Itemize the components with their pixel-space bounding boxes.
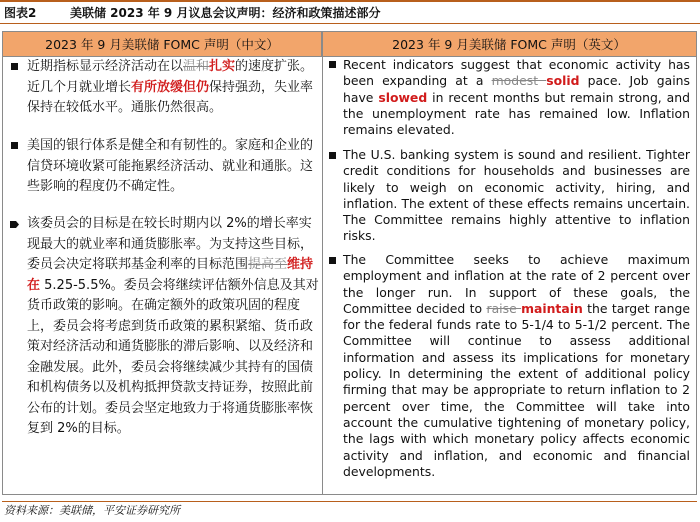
inserted-text: solid — [546, 73, 580, 89]
en-paragraph-2: The U.S. banking system is sound and resilient. Tighter credit conditions for households and businesses are likely to weigh on economic activity, hiring, and inflation. The extent of these effects remains uncertain. The Committee remains highly attentive to inflation risks. — [343, 147, 690, 244]
cn-paragraph-1: 近期指标显示经济活动在以温和扎实的速度扩张。近几个月就业增长有所放缓但仍保持强劲，失业率保持在较低水平。通胀仍然很高。 — [27, 59, 314, 115]
bullet-square-icon — [11, 142, 18, 149]
cn-paragraph-2: 美国的银行体系是健全和有韧性的。家庭和企业的信贷环境收紧可能拖累经济活动、就业和通胀。这些影响的程度仍不确定性。 — [27, 138, 314, 194]
en-paragraph-3: The Committee seeks to achieve maximum employment and inflation at the rate of 2 percent over the longer run. In support of these goals, the Committee decided to raise maintain the target range for the federal funds rate to 5-1/4 to 5-1/2 percent. The Committee will continue to assess additional information and assess its implications for monetary policy. In determining the extent of additional policy firming that may be appropriate to return inflation to 2 percent over time, the Committee will take into account the cumulative tightening of monetary policy, the lags with which monetary policy affects economic activity and inflation, and economic and financial developments. — [343, 252, 690, 479]
bullet-square-icon — [329, 61, 336, 68]
struck-text: raise — [486, 300, 522, 316]
bullet-arrow-icon — [10, 220, 19, 229]
bullet-square-icon — [329, 152, 336, 159]
figure-title: 美联储 2023 年 9 月议息会议声明：经济和政策描述部分 — [70, 6, 381, 20]
inserted-text: 扎实 — [209, 59, 236, 74]
struck-text: 提高至 — [248, 257, 288, 272]
inserted-text: slowed — [378, 89, 428, 105]
bullet-square-icon — [11, 63, 18, 70]
column-header-chinese: 2023 年 9 月美联储 FOMC 声明（中文） — [3, 32, 322, 56]
inserted-text: 维持在 — [27, 257, 314, 293]
inserted-text: 有所放缓但仍 — [131, 79, 210, 95]
figure-number: 图表2 — [4, 6, 37, 20]
struck-text: 温和 — [183, 59, 210, 74]
inserted-text: maintain — [521, 300, 583, 316]
column-divider — [322, 32, 323, 494]
figure-header — [0, 0, 700, 24]
comparison-table — [2, 31, 697, 495]
source-note: 资料来源：美联储，平安证券研究所 — [2, 501, 697, 521]
cn-paragraph-3: 该委员会的目标是在较长时期内以 2%的增长率实现最大的就业率和通货膨胀率。为支持这些目标，委员会决定将联邦基金利率的目标范围提高至维持在 5.25-5.5%。委员会将继续评估额外信息及其对货币政策的影响。在确定额外的政策巩固的程度上，委员会将考虑到货币政策的累积紧缩、货币政策对经济活动和通货膨胀的滞后影响、以及经济和金融发展。此外，委员会将继续减少其持有的国债和机构债务以及机构抵押贷款支持证券，按照此前公布的计划。委员会坚定地致力于将通货膨胀率恢复到 2%的目标。 — [27, 216, 319, 436]
struck-text: modest — [491, 73, 547, 89]
en-paragraph-1: Recent indicators suggest that economic activity has been expanding at a modest solid pace. Job gains have slowed in recent months but remain strong, and the unemployment rate has remained low. Inflation remains elevated. — [343, 57, 690, 138]
bullet-square-icon — [329, 257, 336, 264]
column-header-english: 2023 年 9 月美联储 FOMC 声明（英文） — [322, 32, 696, 56]
